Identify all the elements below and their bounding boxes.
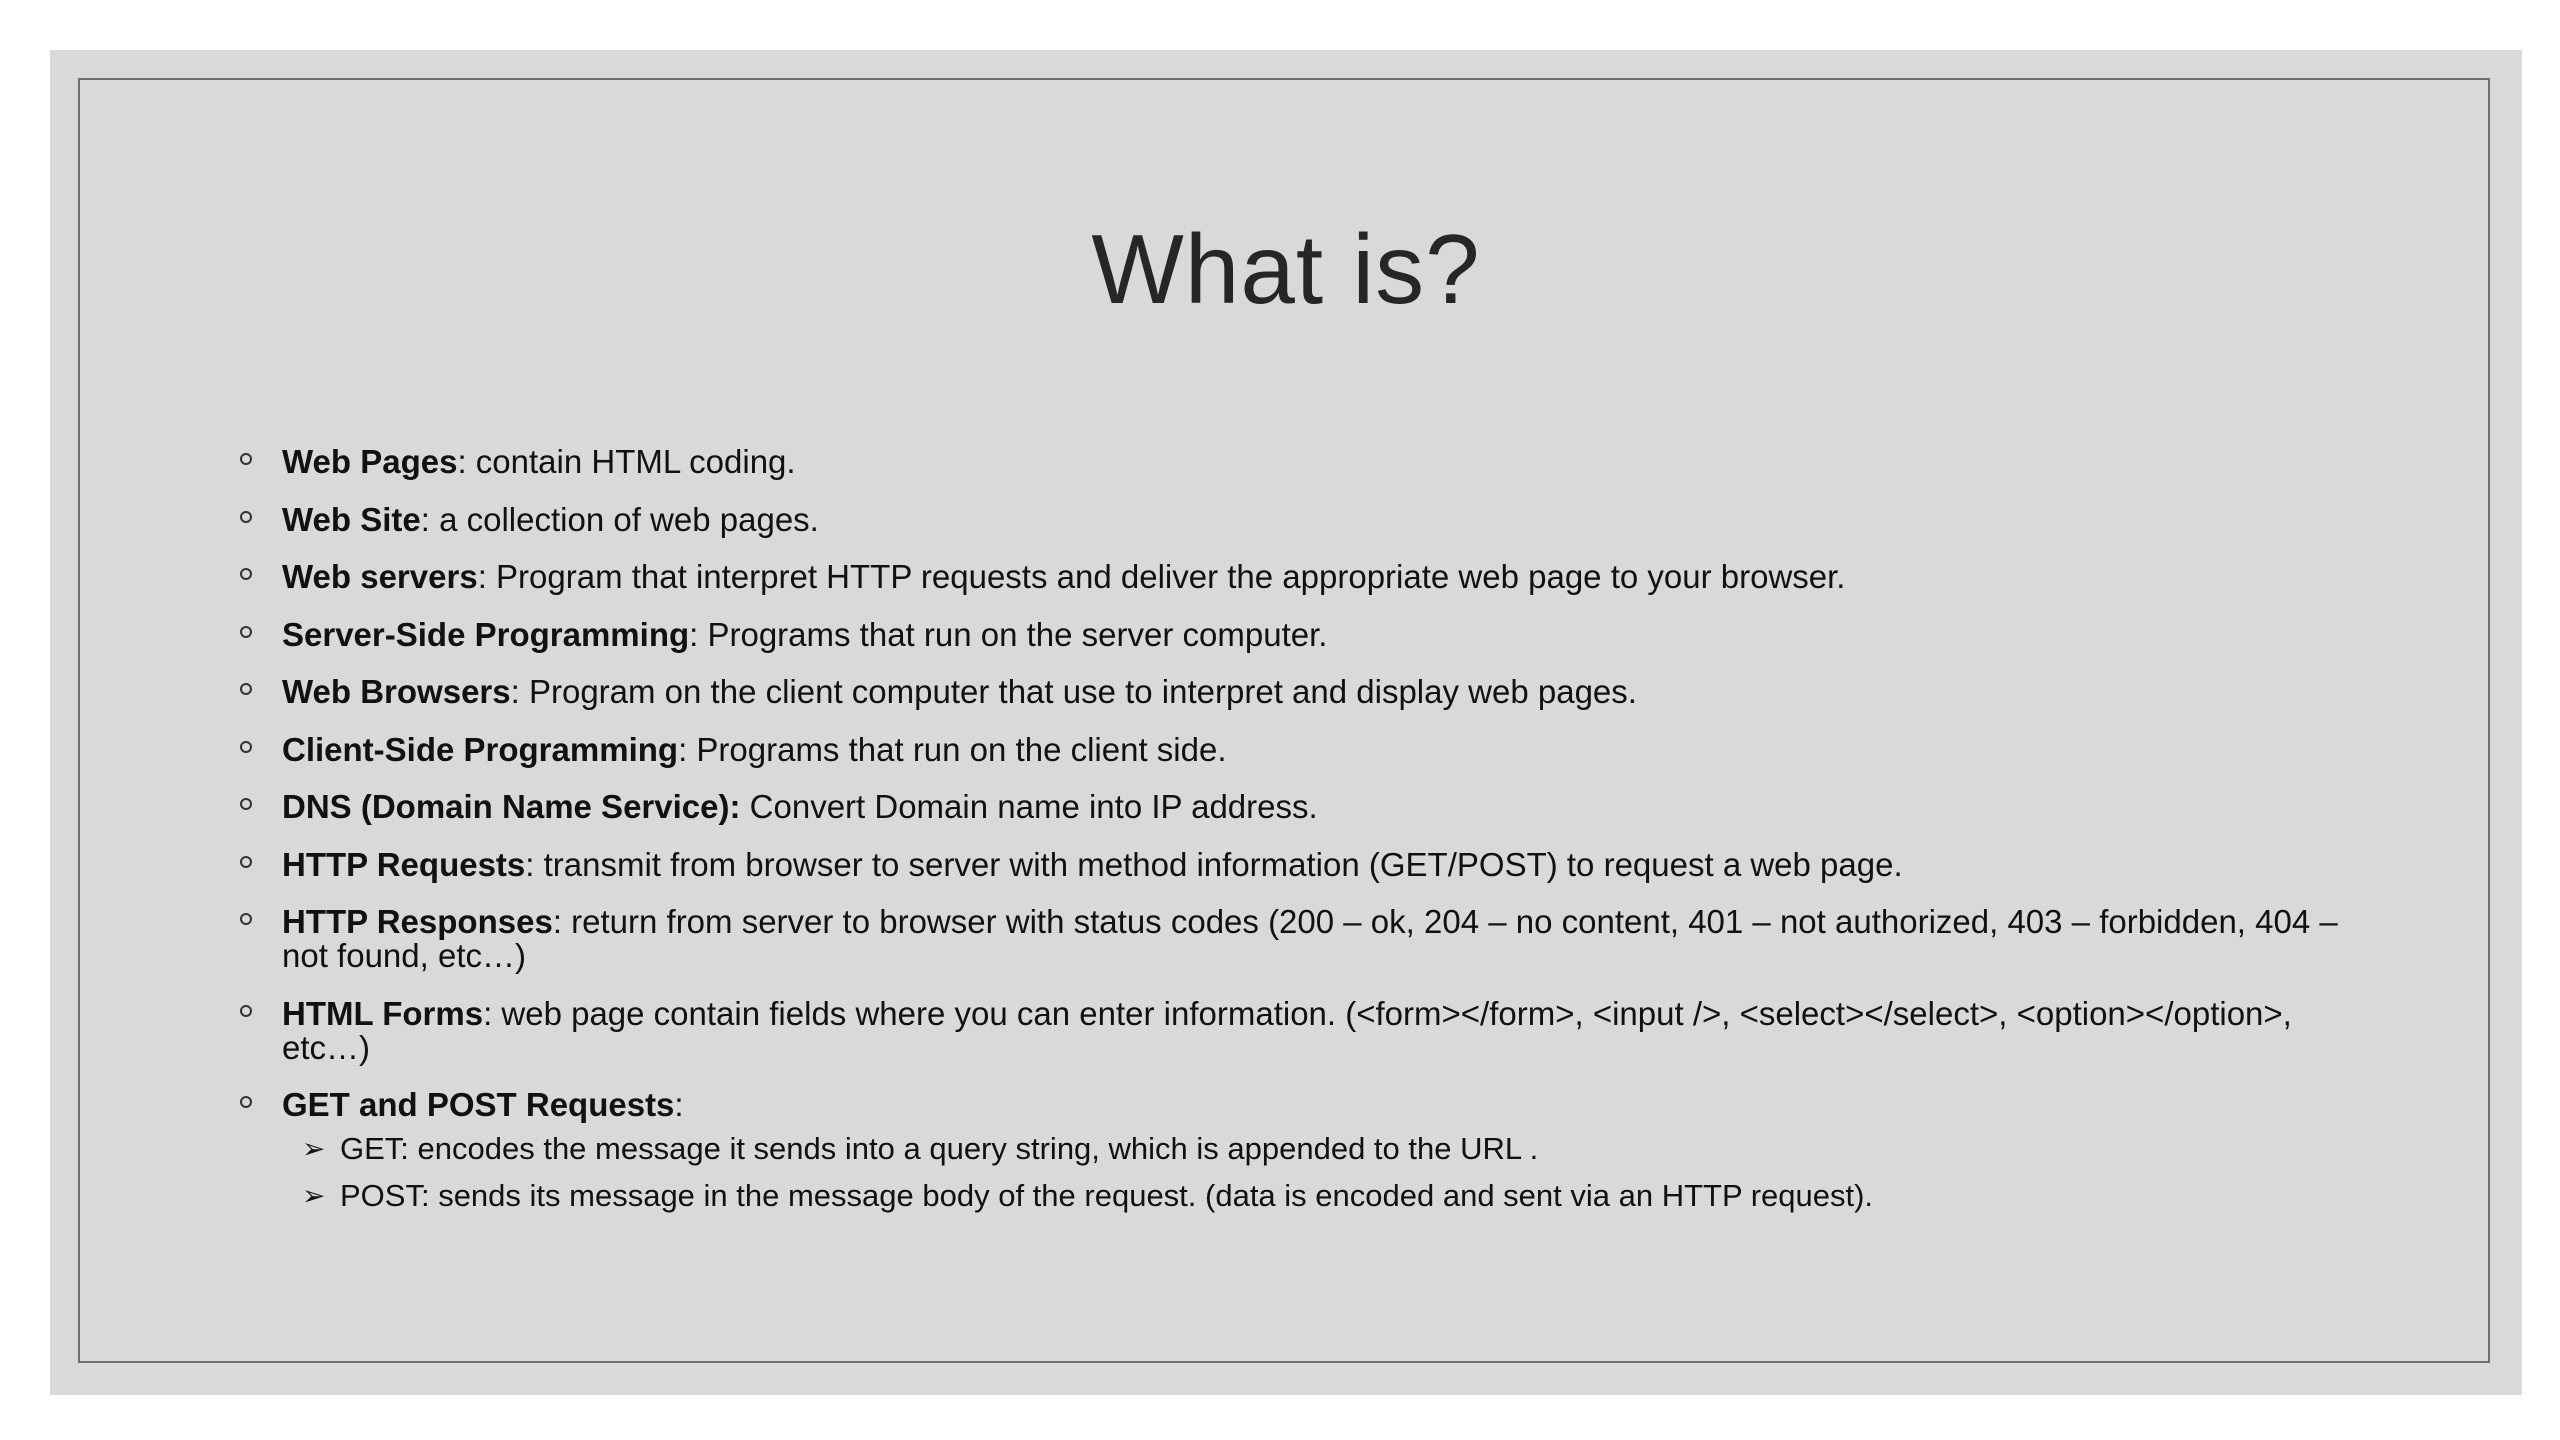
bullet-http-responses [240, 905, 2380, 973]
sub-bullet-text: POST: sends its message in the message body of the request. (data is encoded and sent via an HTTP request). [340, 1178, 1874, 1213]
circle-bullet-icon [240, 741, 252, 753]
bullet-text: : return from server to browser with status codes (200 – ok, 204 – no content, 401 – not authorized, 403 – forbidden, 404 – not found, etc…) [282, 903, 2338, 974]
bullet-term: Client-Side Programming [282, 730, 679, 768]
circle-bullet-icon [240, 1005, 252, 1017]
bullet-term: Web Browsers [282, 673, 511, 710]
bullet-web-site [240, 500, 2380, 538]
circle-bullet-icon [240, 511, 252, 523]
bullet-term: Web Site [282, 500, 421, 538]
slide [50, 50, 2522, 1395]
bullet-list [240, 445, 2380, 1237]
sub-bullet-text: GET: encodes the message it sends into a query string, which is appended to the URL . [340, 1131, 1539, 1166]
bullet-term: HTTP Responses [282, 903, 553, 940]
circle-bullet-icon [240, 568, 252, 580]
bullet-http-requests [240, 845, 2380, 883]
bullet-text: : a collection of web pages. [420, 500, 819, 538]
bullet-term: HTML Forms [282, 994, 484, 1032]
bullet-term: DNS (Domain Name Service): [282, 788, 741, 825]
circle-bullet-icon [240, 913, 252, 925]
bullet-web-servers [240, 560, 2380, 594]
arrow-bullet-icon: ➢ [302, 1180, 326, 1211]
bullet-text: : web page contain fields where you can enter information. (<form></form>, <input />, <select></select>, <option></option>, etc…) [282, 994, 2292, 1066]
bullet-web-browsers [240, 675, 2380, 709]
bullet-dns [240, 790, 2380, 824]
bullet-text: Convert Domain name into IP address. [740, 788, 1318, 825]
bullet-text: : Program that interpret HTTP requests and deliver the appropriate web page to your browser. [477, 558, 1846, 595]
bullet-term: Server-Side Programming [282, 615, 690, 653]
bullet-text: : Programs that run on the client side. [678, 730, 1227, 768]
bullet-client-side-programming [240, 730, 2380, 768]
circle-bullet-icon [240, 453, 252, 465]
circle-bullet-icon [240, 798, 252, 810]
bullet-term: Web Pages [282, 443, 458, 480]
bullet-term: Web servers [282, 558, 478, 595]
circle-bullet-icon [240, 683, 252, 695]
circle-bullet-icon [240, 1096, 252, 1108]
bullet-text: : transmit from browser to server with method information (GET/POST) to request a web page. [525, 845, 1903, 883]
bullet-text: : Program on the client computer that use to interpret and display web pages. [510, 673, 1637, 710]
bullet-term: HTTP Requests [282, 845, 526, 883]
bullet-text: : contain HTML coding. [457, 443, 796, 480]
slide-title: What is? [1091, 214, 1481, 324]
sub-bullet-list [282, 1132, 2380, 1213]
sub-bullet-post [282, 1179, 2380, 1213]
circle-bullet-icon [240, 856, 252, 868]
bullet-text: : [674, 1086, 684, 1123]
sub-bullet-get [282, 1132, 2380, 1166]
circle-bullet-icon [240, 626, 252, 638]
bullet-html-forms [240, 994, 2380, 1066]
bullet-text: : Programs that run on the server computer. [689, 615, 1328, 653]
bullet-term: GET and POST Requests [282, 1086, 675, 1123]
bullet-web-pages [240, 445, 2380, 479]
bullet-server-side-programming [240, 615, 2380, 653]
bullet-get-post-requests [240, 1088, 2380, 1213]
arrow-bullet-icon: ➢ [302, 1133, 326, 1164]
